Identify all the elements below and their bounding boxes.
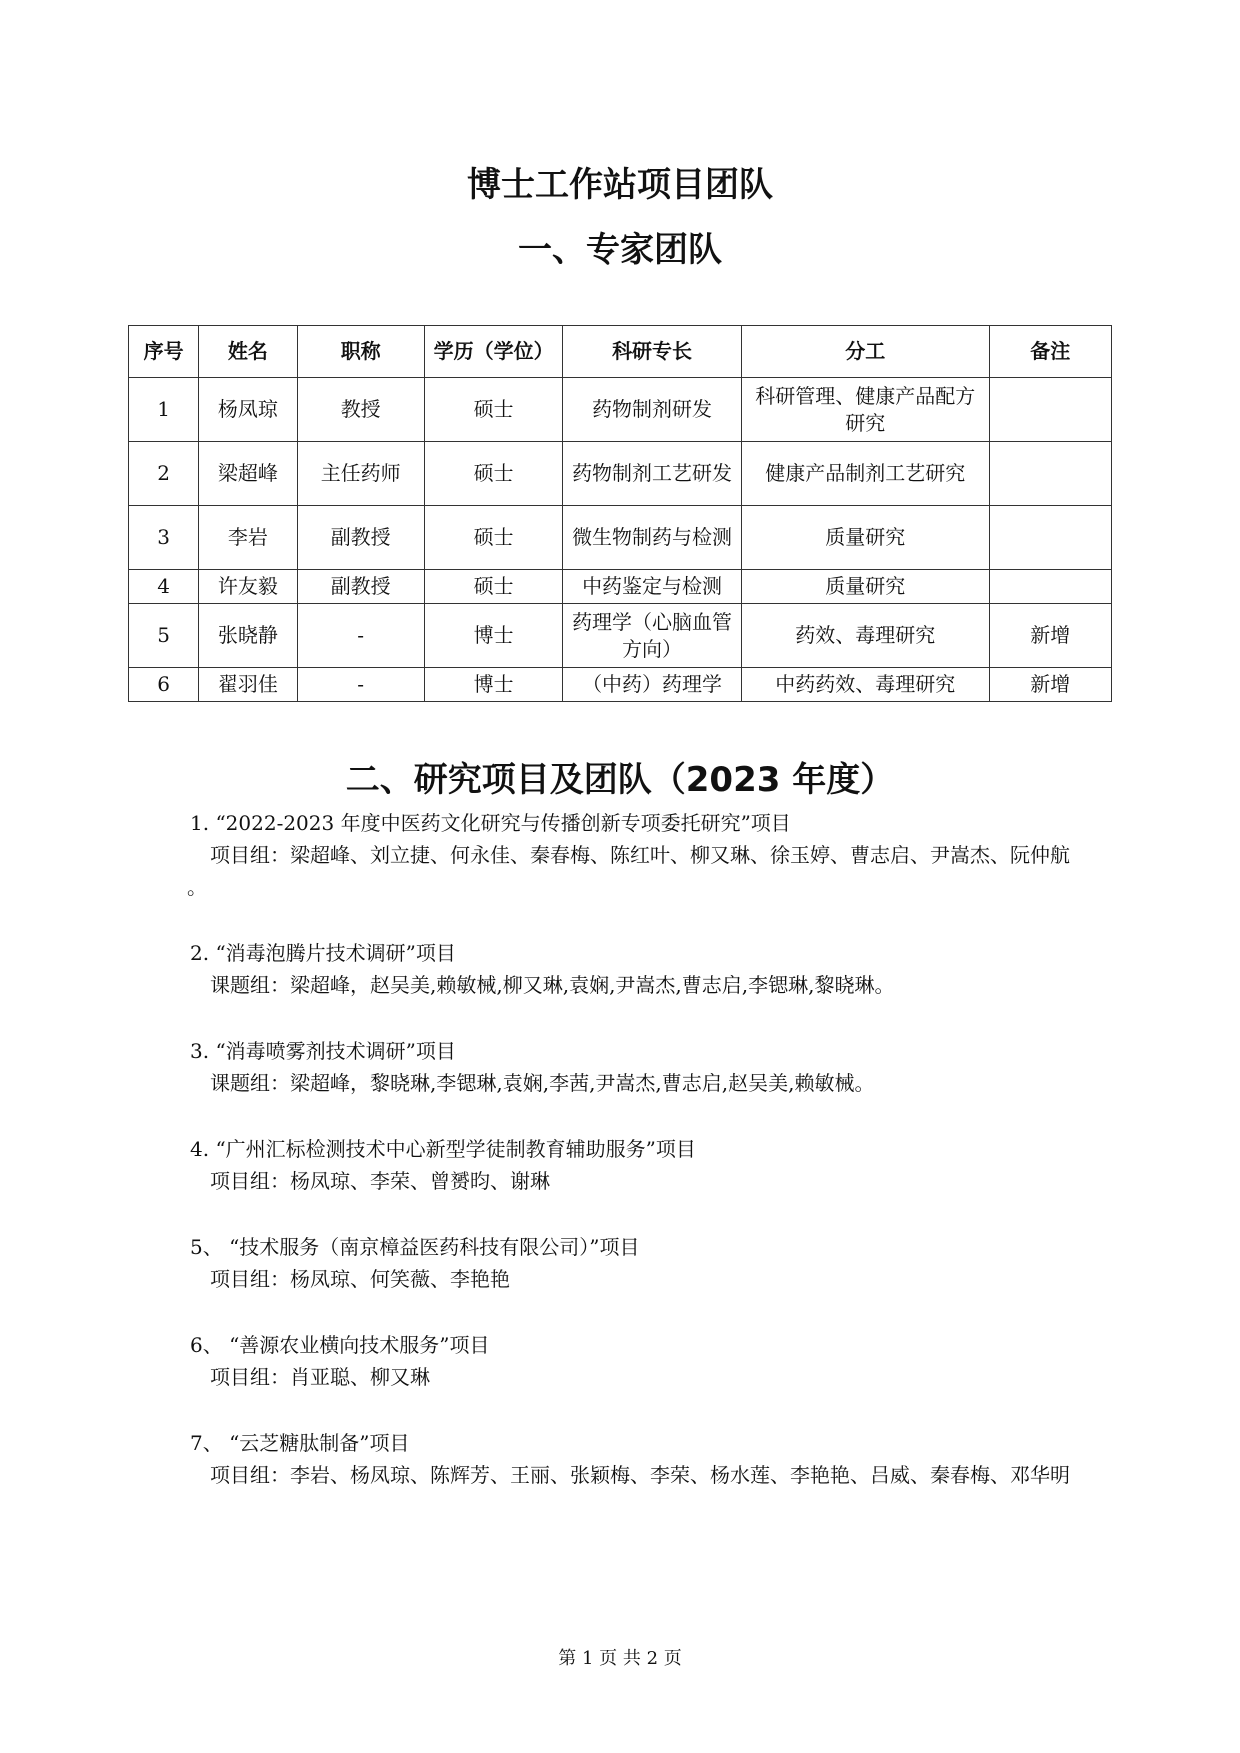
table-cell: （中药）药理学 xyxy=(563,668,742,702)
table-cell: 3 xyxy=(129,506,199,570)
table-cell: 2 xyxy=(129,442,199,506)
project-item xyxy=(190,1427,1090,1491)
table-cell: 中药药效、毒理研究 xyxy=(741,668,989,702)
table-cell: 药物制剂研发 xyxy=(563,378,742,442)
experts-table xyxy=(128,325,1112,702)
table-cell: 博士 xyxy=(424,604,562,668)
project-title: 5、 “技术服务（南京樟益医药科技有限公司）”项目 xyxy=(190,1235,640,1259)
table-row xyxy=(129,668,1112,702)
table-cell: 6 xyxy=(129,668,199,702)
table-cell: 硕士 xyxy=(424,442,562,506)
document-title: 博士工作站项目团队 xyxy=(467,165,773,205)
project-members: 项目组：梁超峰、刘立捷、何永佳、秦春梅、陈红叶、柳又琳、徐玉婷、曹志启、尹嵩杰、阮仲航 。 xyxy=(187,843,1070,899)
table-cell: 教授 xyxy=(297,378,424,442)
project-members: 项目组：肖亚聪、柳又琳 xyxy=(210,1365,430,1389)
table-cell xyxy=(989,442,1111,506)
project-members: 课题组：梁超峰，黎晓琳,李锶琳,袁娴,李茜,尹嵩杰,曹志启,赵吴美,赖敏械。 xyxy=(210,1071,875,1095)
table-cell: 博士 xyxy=(424,668,562,702)
table-row xyxy=(129,378,1112,442)
table-cell xyxy=(989,570,1111,604)
table-cell: 科研管理、健康产品配方研究 xyxy=(741,378,989,442)
table-cell: 1 xyxy=(129,378,199,442)
table-cell: 新增 xyxy=(989,668,1111,702)
table-cell: 质量研究 xyxy=(741,570,989,604)
table-cell: 副教授 xyxy=(297,570,424,604)
project-title: 6、 “善源农业横向技术服务”项目 xyxy=(190,1333,490,1357)
header-cell: 分工 xyxy=(741,326,989,378)
project-members: 项目组：杨凤琼、李荣、曾赟昀、谢琳 xyxy=(210,1169,550,1193)
header-cell: 学历（学位） xyxy=(424,326,562,378)
table-cell: - xyxy=(297,668,424,702)
page-number: 第 1 页 共 2 页 xyxy=(558,1648,682,1669)
header-cell: 姓名 xyxy=(199,326,297,378)
table-row xyxy=(129,442,1112,506)
table-cell: 药理学（心脑血管方向） xyxy=(563,604,742,668)
table-cell: 药效、毒理研究 xyxy=(741,604,989,668)
table-cell: 新增 xyxy=(989,604,1111,668)
table-row xyxy=(129,506,1112,570)
header-cell: 职称 xyxy=(297,326,424,378)
table-cell: 硕士 xyxy=(424,378,562,442)
table-row xyxy=(129,570,1112,604)
section-2-title: 二、研究项目及团队（2023 年度） xyxy=(345,760,895,800)
project-item xyxy=(187,807,1090,903)
table-cell: - xyxy=(297,604,424,668)
table-cell: 许友毅 xyxy=(199,570,297,604)
table-cell: 健康产品制剂工艺研究 xyxy=(741,442,989,506)
table-cell: 4 xyxy=(129,570,199,604)
table-cell: 质量研究 xyxy=(741,506,989,570)
project-item xyxy=(190,1329,1090,1393)
table-row xyxy=(129,604,1112,668)
section-1-title: 一、专家团队 xyxy=(518,230,722,270)
project-members: 项目组：李岩、杨凤琼、陈辉芳、王丽、张颖梅、李荣、杨水莲、李艳艳、吕威、秦春梅、邓华明 xyxy=(210,1463,1070,1487)
table-cell: 微生物制药与检测 xyxy=(563,506,742,570)
project-item xyxy=(190,1231,1090,1295)
header-cell: 科研专长 xyxy=(563,326,742,378)
table-cell: 梁超峰 xyxy=(199,442,297,506)
project-members: 项目组：杨凤琼、何笑薇、李艳艳 xyxy=(210,1267,510,1291)
table-cell: 主任药师 xyxy=(297,442,424,506)
table-cell: 副教授 xyxy=(297,506,424,570)
table-cell: 翟羽佳 xyxy=(199,668,297,702)
project-members: 课题组：梁超峰，赵吴美,赖敏械,柳又琳,袁娴,尹嵩杰,曹志启,李锶琳,黎晓琳。 xyxy=(210,973,895,997)
header-cell: 备注 xyxy=(989,326,1111,378)
table-cell: 杨凤琼 xyxy=(199,378,297,442)
table-cell: 李岩 xyxy=(199,506,297,570)
project-item xyxy=(190,1035,1090,1099)
table-cell xyxy=(989,506,1111,570)
table-cell: 中药鉴定与检测 xyxy=(563,570,742,604)
table-cell: 张晓静 xyxy=(199,604,297,668)
project-item xyxy=(190,937,1090,1001)
table-cell: 药物制剂工艺研发 xyxy=(563,442,742,506)
header-cell: 序号 xyxy=(129,326,199,378)
table-cell: 硕士 xyxy=(424,570,562,604)
project-title: 3. “消毒喷雾剂技术调研”项目 xyxy=(190,1039,456,1063)
table-cell xyxy=(989,378,1111,442)
table-cell: 硕士 xyxy=(424,506,562,570)
table-header-row xyxy=(129,326,1112,378)
project-item xyxy=(190,1133,1090,1197)
table-cell: 5 xyxy=(129,604,199,668)
project-title: 7、 “云芝糖肽制备”项目 xyxy=(190,1431,410,1455)
project-title: 2. “消毒泡腾片技术调研”项目 xyxy=(190,941,456,965)
project-title: 1. “2022-2023 年度中医药文化研究与传播创新专项委托研究”项目 xyxy=(190,811,791,835)
project-title: 4. “广州汇标检测技术中心新型学徒制教育辅助服务”项目 xyxy=(190,1137,696,1161)
